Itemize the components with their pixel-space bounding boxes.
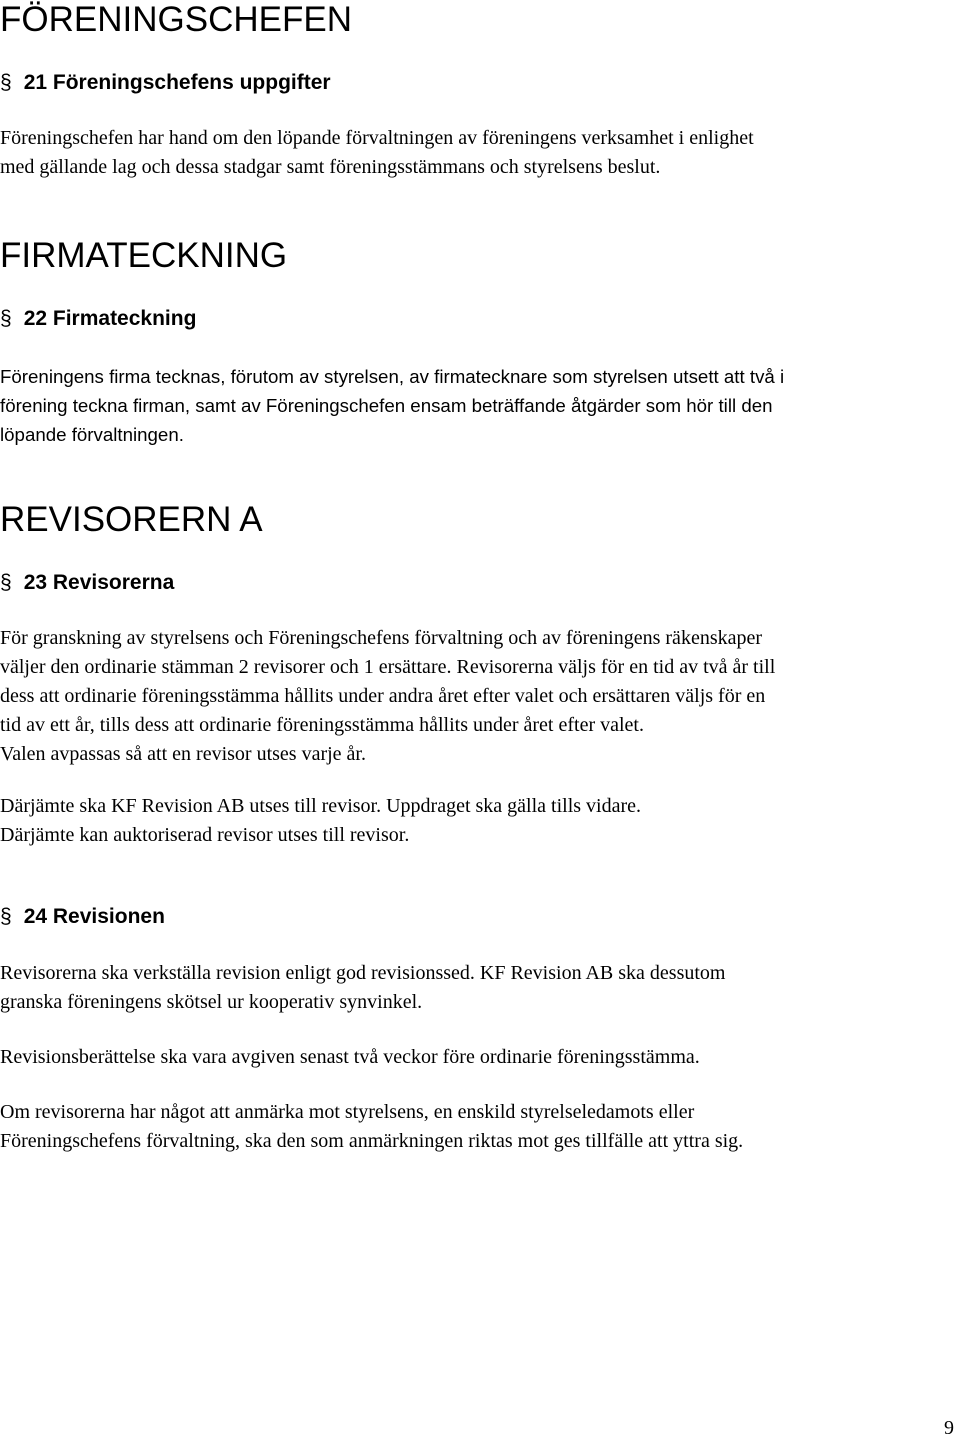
body-text-revisionen-3 [0,1098,945,1156]
section-symbol: § [0,905,12,928]
text-line: Revisionsberättelse ska vara avgiven senast två veckor före ordinarie föreningsstämma. [0,1046,700,1068]
section-symbol: § [0,71,12,94]
text-line: Om revisorerna har något att anmärka mot styrelsens, en enskild styrelseledamots eller [0,1101,695,1123]
text-line: För granskning av styrelsens och Föreningschefens förvaltning och av föreningens räkenskaper [0,627,763,649]
section-symbol: § [0,571,12,594]
section-heading-firmateckning: FIRMATECKNING [0,236,288,275]
text-line: väljer den ordinarie stämman 2 revisorer och 1 ersättare. Revisorerna väljs för en tid av två år till [0,656,776,678]
text-line: förening teckna firman, samt av Föreningschefen ensam beträffande åtgärder som hör till den [0,395,773,416]
text-line: granska föreningens skötsel ur kooperativ synvinkel. [0,991,423,1013]
section-heading-revisorerna: REVISORERN A [0,500,263,539]
body-text-firmateckning [0,362,940,449]
paragraph-title-text: 24 Revisionen [23,905,165,928]
paragraph-title-22 [0,306,196,332]
page-number: 9 [944,1417,954,1439]
text-line: tid av ett år, tills dess att ordinarie föreningsstämma hållits under året efter valet. [0,714,644,736]
text-line: Föreningschefens förvaltning, ska den som anmärkningen riktas mot ges tillfälle att yttra sig. [0,1130,744,1152]
body-text-revisionen-1 [0,959,945,1017]
text-line: Föreningens firma tecknas, förutom av styrelsen, av firmatecknare som styrelsen utsett att två i [0,366,785,387]
section-symbol: § [0,307,12,330]
body-text-revisorerna [0,624,945,769]
body-text-revisionen-2 [0,1043,945,1072]
text-line: Därjämte ska KF Revision AB utses till revisor. Uppdraget ska gälla tills vidare. [0,795,642,817]
paragraph-title-text: 22 Firmateckning [23,307,197,330]
text-line: Revisorerna ska verkställa revision enligt god revisionssed. KF Revision AB ska dessutom [0,962,726,984]
body-text-foreningschefen [0,124,945,182]
paragraph-title-text: 23 Revisorerna [23,571,175,594]
paragraph-title-21 [0,70,331,96]
text-line: med gällande lag och dessa stadgar samt föreningsstämmans och styrelsens beslut. [0,156,661,178]
paragraph-title-23 [0,570,174,596]
text-line: löpande förvaltningen. [0,424,184,445]
paragraph-title-24 [0,904,165,930]
text-line: dess att ordinarie föreningsstämma hållits under andra året efter valet och ersättaren väljs för en [0,685,766,707]
paragraph-title-text: 21 Föreningschefens uppgifter [23,71,331,94]
text-line: Föreningschefen har hand om den löpande förvaltningen av föreningens verksamhet i enlighet [0,127,754,149]
text-line: Därjämte kan auktoriserad revisor utses till revisor. [0,824,410,846]
section-heading-foreningschefen: FÖRENINGSCHEFEN [0,0,352,39]
body-text-revisorerna-2 [0,792,945,850]
text-line: Valen avpassas så att en revisor utses varje år. [0,743,366,765]
